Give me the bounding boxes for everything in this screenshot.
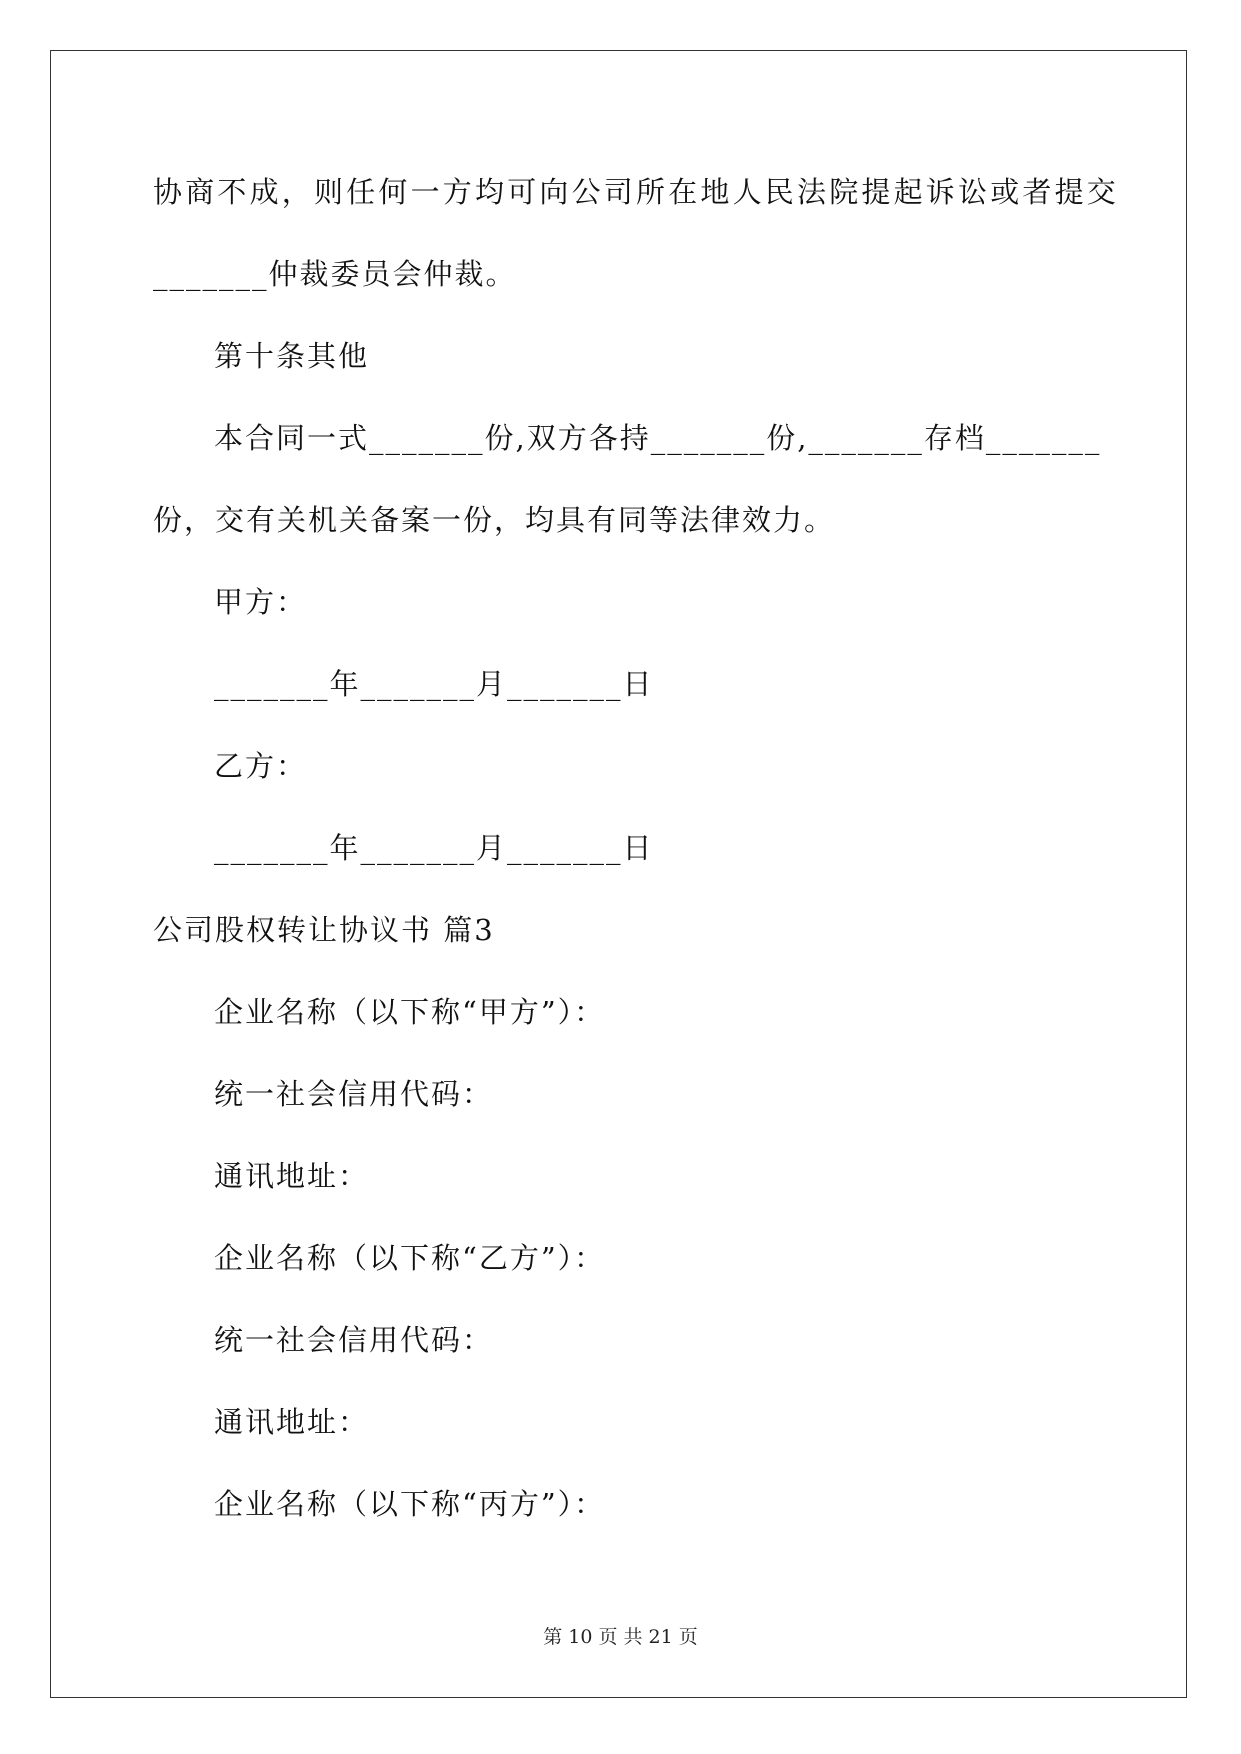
article-heading-other: 第十条其他 <box>214 339 370 373</box>
text-line-dispute-resolution: 协商不成，则任何一方均可向公司所在地人民法院提起诉讼或者提交 <box>153 175 1120 209</box>
text-line-arbitration: _______仲裁委员会仲裁。 <box>153 257 517 291</box>
party-a-address-label: 通讯地址： <box>214 1159 370 1193</box>
section-title: 公司股权转让协议书 篇3 <box>153 913 495 947</box>
party-a-company-name-label: 企业名称（以下称“甲方”）： <box>214 995 606 1029</box>
party-a-date-line: _______年_______月_______日 <box>214 667 654 701</box>
party-c-company-name-label: 企业名称（以下称“丙方”）： <box>214 1487 606 1521</box>
party-b-company-name-label: 企业名称（以下称“乙方”）： <box>214 1241 606 1275</box>
page-footer: 第 10 页 共 21 页 <box>543 1626 698 1648</box>
party-a-credit-code-label: 统一社会信用代码： <box>214 1077 494 1111</box>
party-b-address-label: 通讯地址： <box>214 1405 370 1439</box>
party-b-signature-label: 乙方： <box>214 749 308 783</box>
party-a-signature-label: 甲方： <box>214 585 308 619</box>
text-line-copies: 本合同一式_______份,双方各持_______份,_______存档_______ <box>214 421 1102 455</box>
text-line-legal-effect: 份，交有关机关备案一份，均具有同等法律效力。 <box>153 503 836 537</box>
party-b-credit-code-label: 统一社会信用代码： <box>214 1323 494 1357</box>
page-frame <box>50 50 1187 1698</box>
party-b-date-line: _______年_______月_______日 <box>214 831 654 865</box>
